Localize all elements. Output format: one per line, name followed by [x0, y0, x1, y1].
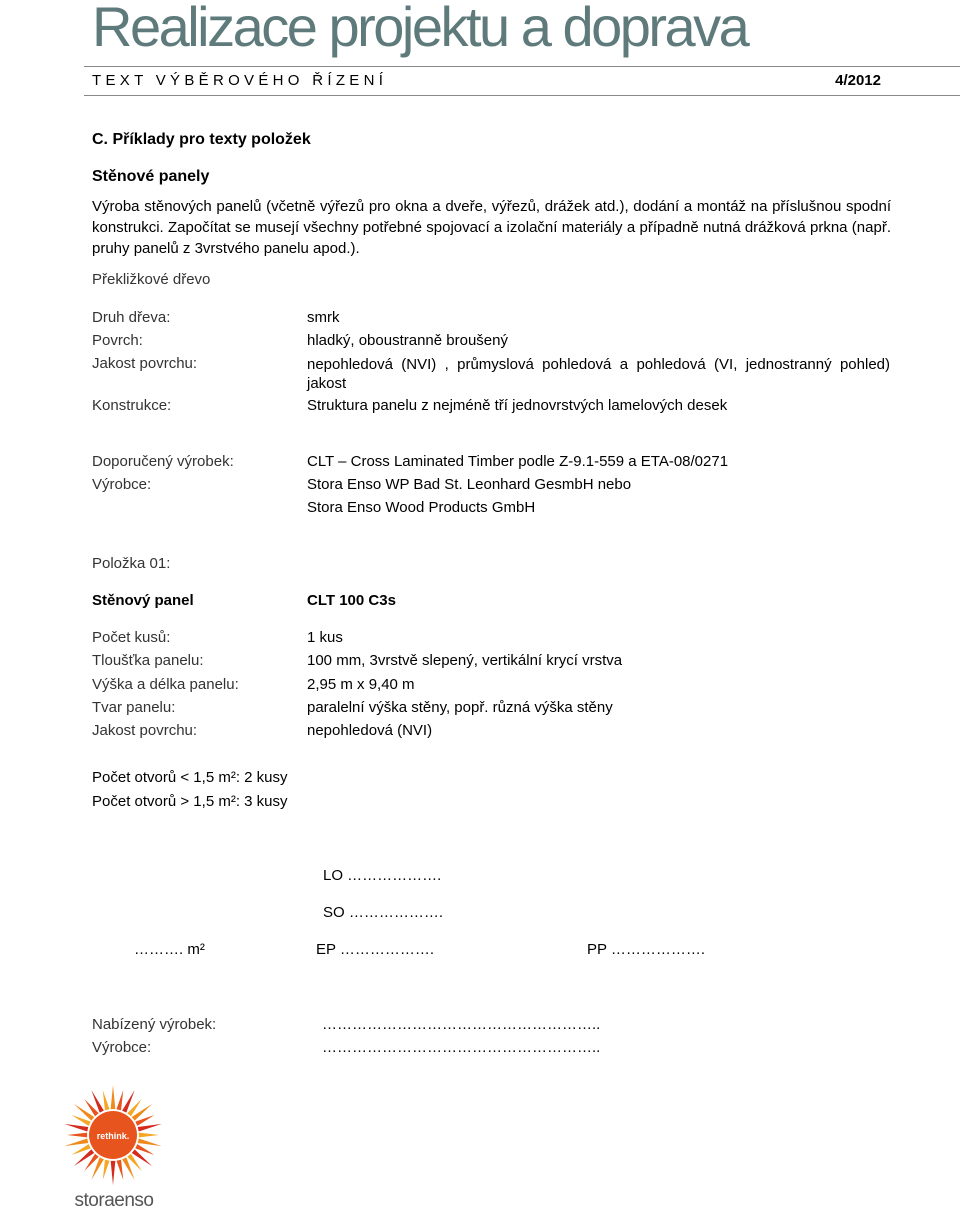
offered-product-label: Nabízený výrobek:	[92, 1016, 217, 1033]
spec-value: paralelní výška stěny, popř. různá výška stěny	[307, 699, 613, 716]
lo-field[interactable]: LO ……………….	[323, 867, 442, 884]
spec-value: 1 kus	[307, 629, 343, 646]
logo-ray	[64, 1138, 88, 1146]
logo-ray	[116, 1160, 123, 1180]
spec-label: Jakost povrchu:	[92, 722, 198, 739]
manufacturer-line2: Stora Enso Wood Products GmbH	[307, 499, 536, 516]
material-value: nepohledová (NVI) , průmyslová pohledová a pohledová (VI, jednostranný pohled) jakost	[307, 356, 890, 392]
logo-ray	[103, 1090, 110, 1110]
spec-label: Počet kusů:	[92, 629, 171, 646]
ep-field[interactable]: EP ……………….	[316, 941, 435, 958]
section-paragraph: Výroba stěnových panelů (včetně výřezů pro okna a dveře, výřezů, drážek atd.), dodání a montáž na příslušnou spodní konstrukci. Započítat se musejí všechny potřebné spojovací a izolační materiály a případně nutná drážková prkna (např. pruhy panelů z 3vrstvého panelu apod.).	[92, 198, 891, 257]
section-subheading: Stěnové panely	[92, 168, 210, 185]
material-value: hladký, oboustranně broušený	[307, 332, 508, 349]
spec-value: 100 mm, 3vrstvě slepený, vertikální krycí vrstva	[307, 652, 623, 669]
header-band	[84, 66, 960, 96]
item-code: CLT 100 C3s	[307, 592, 396, 609]
pp-field[interactable]: PP ……………….	[587, 941, 706, 958]
logo-ray	[138, 1124, 162, 1132]
spec-label: Výška a délka panelu:	[92, 676, 239, 693]
material-value: Struktura panelu z nejméně tří jednovrstvých lamelových desek	[307, 397, 728, 414]
header-subtitle: TEXT VÝBĚROVÉHO ŘÍZENÍ	[92, 72, 388, 89]
logo-ray	[116, 1090, 123, 1110]
item-name: Stěnový panel	[92, 592, 194, 609]
logo-ray	[103, 1160, 110, 1180]
issue-number: 4/2012	[835, 72, 881, 89]
offered-manufacturer-field[interactable]: ………………………………………………..	[322, 1039, 601, 1056]
logo-ray	[139, 1133, 159, 1138]
logo-tagline: rethink.	[96, 1131, 130, 1141]
logo-ray	[64, 1124, 88, 1132]
so-field[interactable]: SO ……………….	[323, 904, 444, 921]
recommended-product-label: Doporučený výrobek:	[92, 453, 234, 470]
spec-value: 2,95 m x 9,40 m	[307, 676, 415, 693]
logo-brand: storaenso	[74, 1190, 154, 1210]
manufacturer-line1: Stora Enso WP Bad St. Leonhard GesmbH nebo	[307, 476, 632, 493]
spec-label: Tloušťka panelu:	[92, 652, 204, 669]
offered-product-field[interactable]: ………………………………………………..	[322, 1016, 601, 1033]
spec-value: nepohledová (NVI)	[307, 722, 433, 739]
m2-field[interactable]: ………. m²	[134, 941, 205, 958]
material-label: Povrch:	[92, 332, 143, 349]
material-label: Jakost povrchu:	[92, 355, 198, 372]
logo-ray	[111, 1161, 116, 1185]
spec-label: Tvar panelu:	[92, 699, 176, 716]
section-heading: C. Příklady pro texty položek	[92, 131, 311, 148]
material-label: Druh dřeva:	[92, 309, 171, 326]
storaenso-logo	[58, 1080, 170, 1210]
material-value: smrk	[307, 309, 340, 326]
recommended-product-value: CLT – Cross Laminated Timber podle Z-9.1-559 a ETA-08/0271	[307, 453, 729, 470]
manufacturer-label: Výrobce:	[92, 476, 152, 493]
logo-ray	[111, 1085, 116, 1109]
item-number: Položka 01:	[92, 555, 171, 572]
logo-ray	[138, 1138, 162, 1146]
logo-sun-icon	[58, 1080, 170, 1210]
logo-ray	[67, 1133, 87, 1138]
document-title: Realizace projektu a doprava	[92, 0, 748, 58]
material-title: Překližkové dřevo	[92, 271, 211, 288]
openings-small: Počet otvorů < 1,5 m²: 2 kusy	[92, 769, 288, 786]
material-label: Konstrukce:	[92, 397, 172, 414]
offered-manufacturer-label: Výrobce:	[92, 1039, 152, 1056]
openings-large: Počet otvorů > 1,5 m²: 3 kusy	[92, 793, 288, 810]
